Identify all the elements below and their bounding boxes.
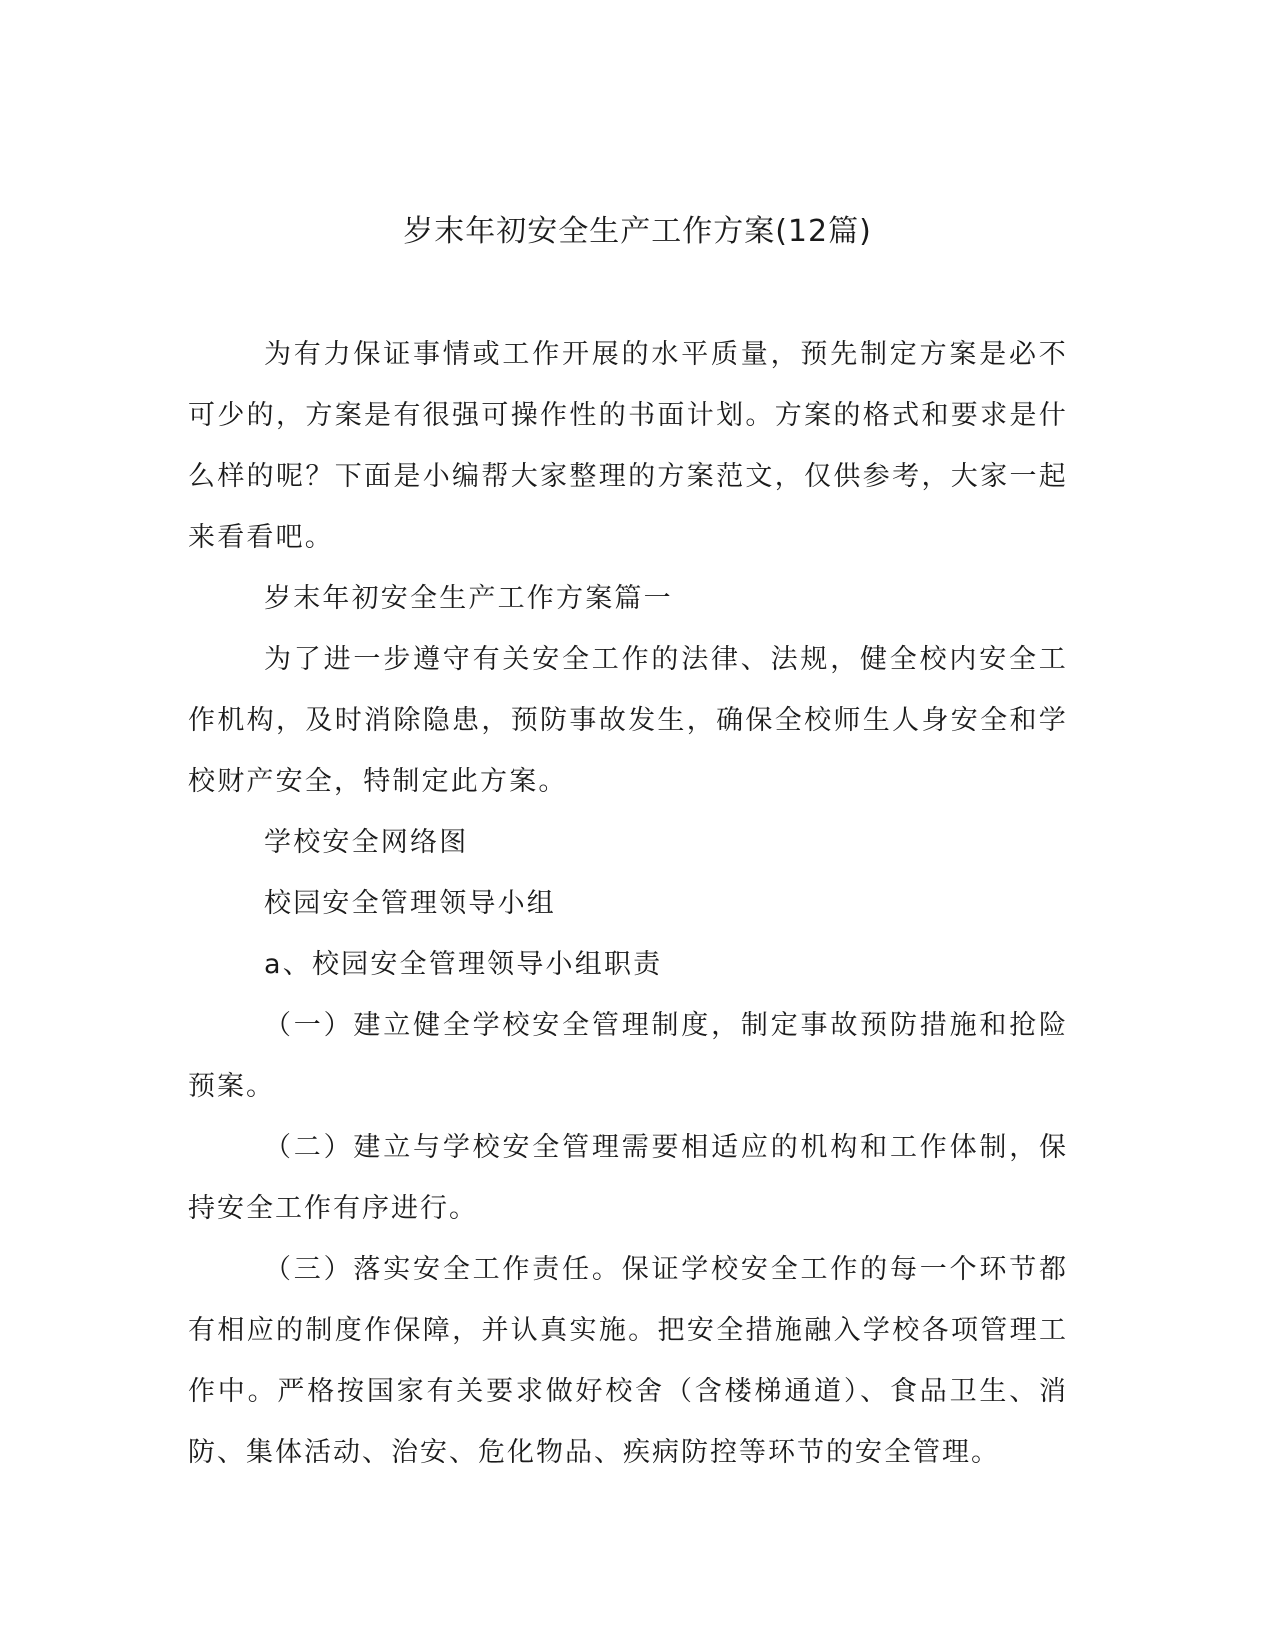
section-heading: 岁末年初安全生产工作方案篇一 (264, 583, 673, 614)
intro-paragraph: 为有力保证事情或工作开展的水平质量，预先制定方案是必不可少的，方案是有很强可操作性的书面计划。方案的格式和要求是什么样的呢？下面是小编帮大家整理的方案范文，仅供参考，大家一起来看看吧。 (188, 339, 1068, 553)
leadership-group-heading: 校园安全管理领导小组 (264, 888, 556, 919)
duty-item-2: （二）建立与学校安全管理需要相适应的机构和工作体制，保持安全工作有序进行。 (188, 1132, 1068, 1224)
duty-item-3: （三）落实安全工作责任。保证学校安全工作的每一个环节都有相应的制度作保障，并认真实施。把安全措施融入学校各项管理工作中。严格按国家有关要求做好校舍（含楼梯通道）、食品卫生、消防、集体活动、治安、危化物品、疾病防控等环节的安全管理。 (188, 1254, 1068, 1468)
network-heading: 学校安全网络图 (264, 827, 469, 858)
document-body (188, 324, 1068, 1483)
duties-heading: a、校园安全管理领导小组职责 (264, 949, 663, 980)
document-title: 岁末年初安全生产工作方案(12篇) (403, 214, 872, 249)
purpose-paragraph: 为了进一步遵守有关安全工作的法律、法规，健全校内安全工作机构，及时消除隐患，预防事故发生，确保全校师生人身安全和学校财产安全，特制定此方案。 (188, 644, 1068, 797)
duty-item-1: （一）建立健全学校安全管理制度，制定事故预防措施和抢险预案。 (188, 1010, 1068, 1102)
